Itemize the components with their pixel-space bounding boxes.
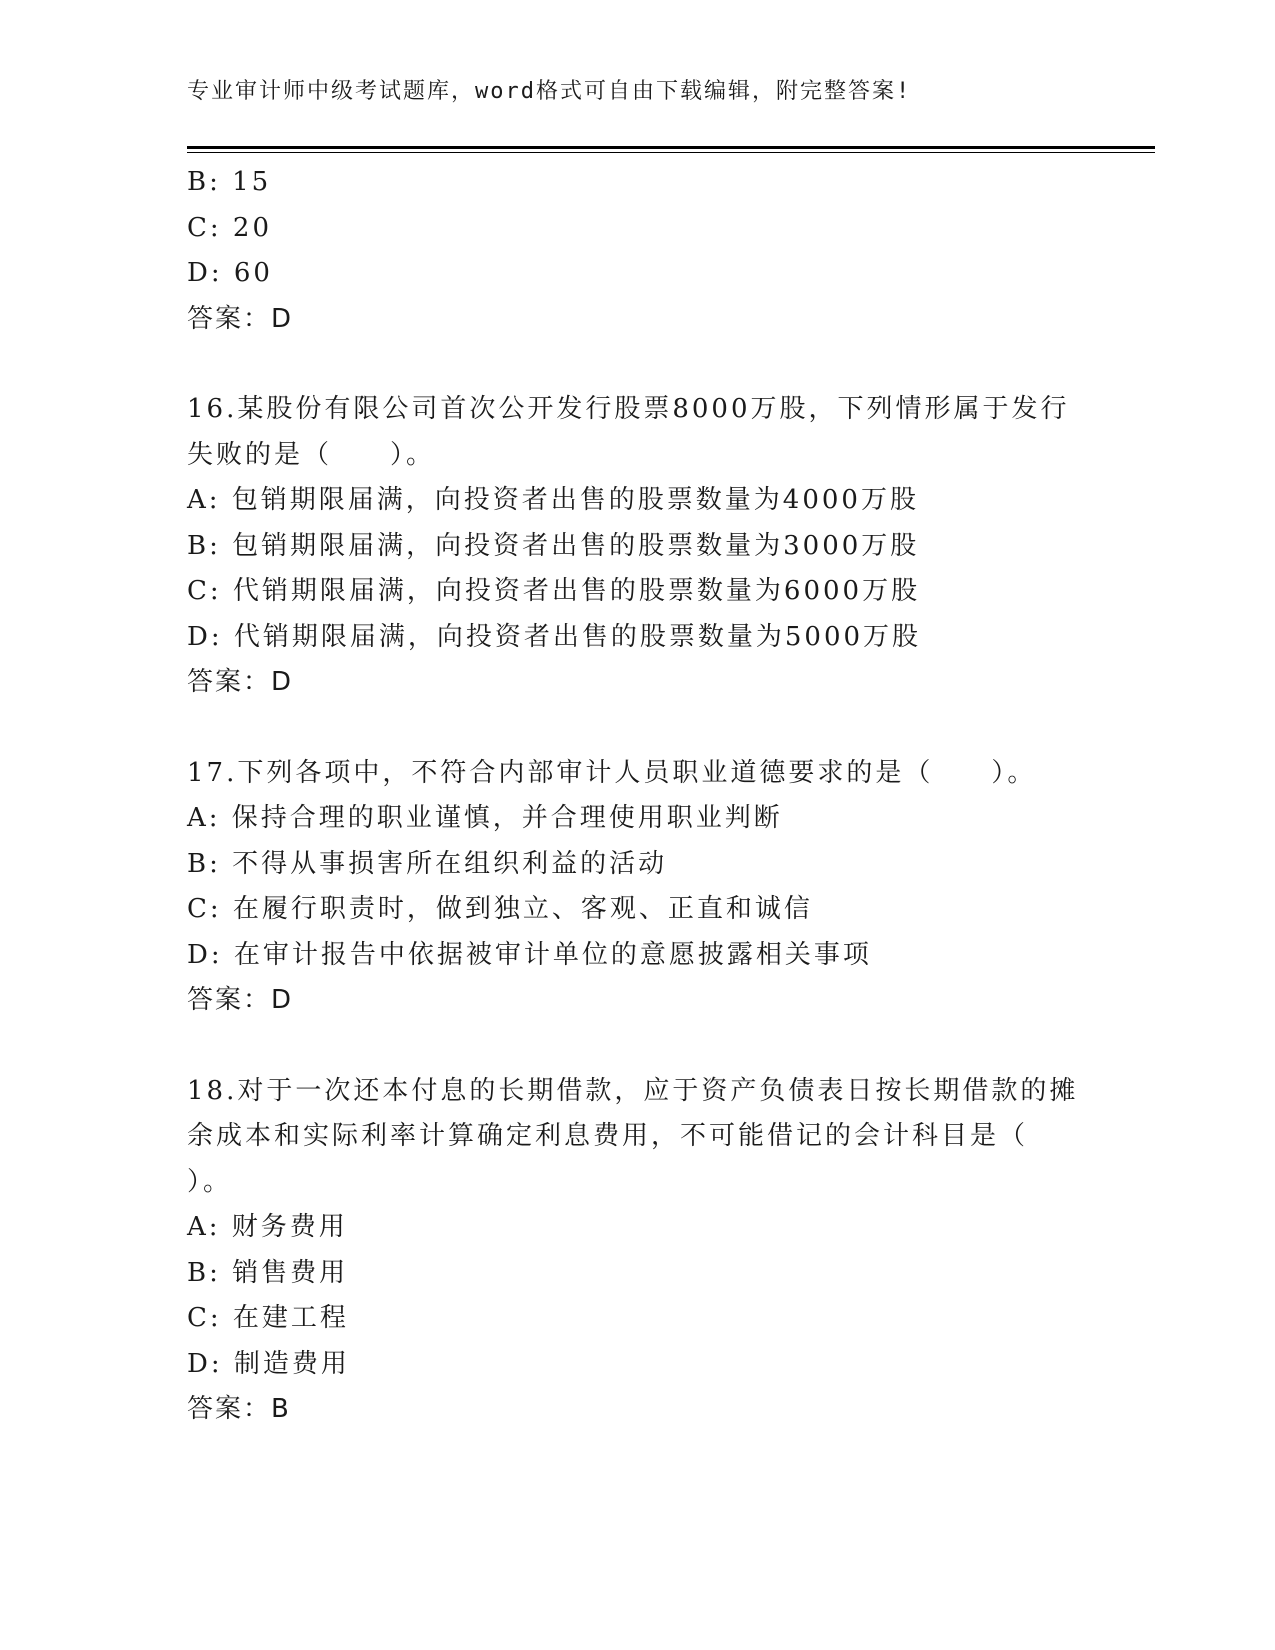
question-stem: 余成本和实际利率计算确定利息费用，不可能借记的会计科目是（ [187,1121,1029,1151]
option-b: B: 不得从事损害所在组织利益的活动 [187,848,668,879]
option-a: A: 保持合理的职业谨慎，并合理使用职业判断 [187,803,783,833]
question-18 [187,1069,1087,1433]
option-c: C: 20 [187,212,273,243]
option-b: B: 包销期限届满，向投资者出售的股票数量为3000万股 [187,530,920,561]
header-rule-thick [187,146,1155,149]
question-stem: 16.某股份有限公司首次公开发行股票8000万股，下列情形属于发行 [187,394,1070,424]
answer: 答案：D [187,985,294,1015]
option-c: C: 代销期限届满，向投资者出售的股票数量为6000万股 [187,576,921,606]
spacer [187,1024,1087,1069]
option-c: C: 在建工程 [187,1303,349,1333]
option-d: D: 60 [187,258,273,288]
header-rule-thin [187,152,1155,153]
question-stem: ）。 [187,1166,233,1197]
option-a: A: 包销期限届满，向投资者出售的股票数量为4000万股 [187,485,919,515]
option-c: C: 在履行职责时，做到独立、客观、正直和诚信 [187,894,813,924]
option-a: A: 财务费用 [187,1212,348,1242]
question-17 [187,751,1087,1024]
question-stem: 失败的是（ ）。 [187,439,436,470]
spacer [187,342,1087,387]
spacer [187,706,1087,751]
question-content [187,160,1087,1433]
answer: 答案：B [187,1394,291,1424]
question-stem: 18.对于一次还本付息的长期借款，应于资产负债表日按长期借款的摊 [187,1075,1079,1106]
option-d: D: 代销期限届满，向投资者出售的股票数量为5000万股 [187,621,922,652]
option-d: D: 制造费用 [187,1348,350,1379]
answer: 答案：D [187,303,294,334]
page-header: 专业审计师中级考试题库，word格式可自由下载编辑，附完整答案! [187,79,912,104]
question-15-tail [187,160,1087,342]
answer: 答案：D [187,667,294,697]
question-16 [187,387,1087,706]
question-stem: 17.下列各项中，不符合内部审计人员职业道德要求的是（ ）。 [187,757,1037,788]
option-b: B: 15 [187,167,272,197]
option-b: B: 销售费用 [187,1257,349,1288]
option-d: D: 在审计报告中依据被审计单位的意愿披露相关事项 [187,939,872,970]
